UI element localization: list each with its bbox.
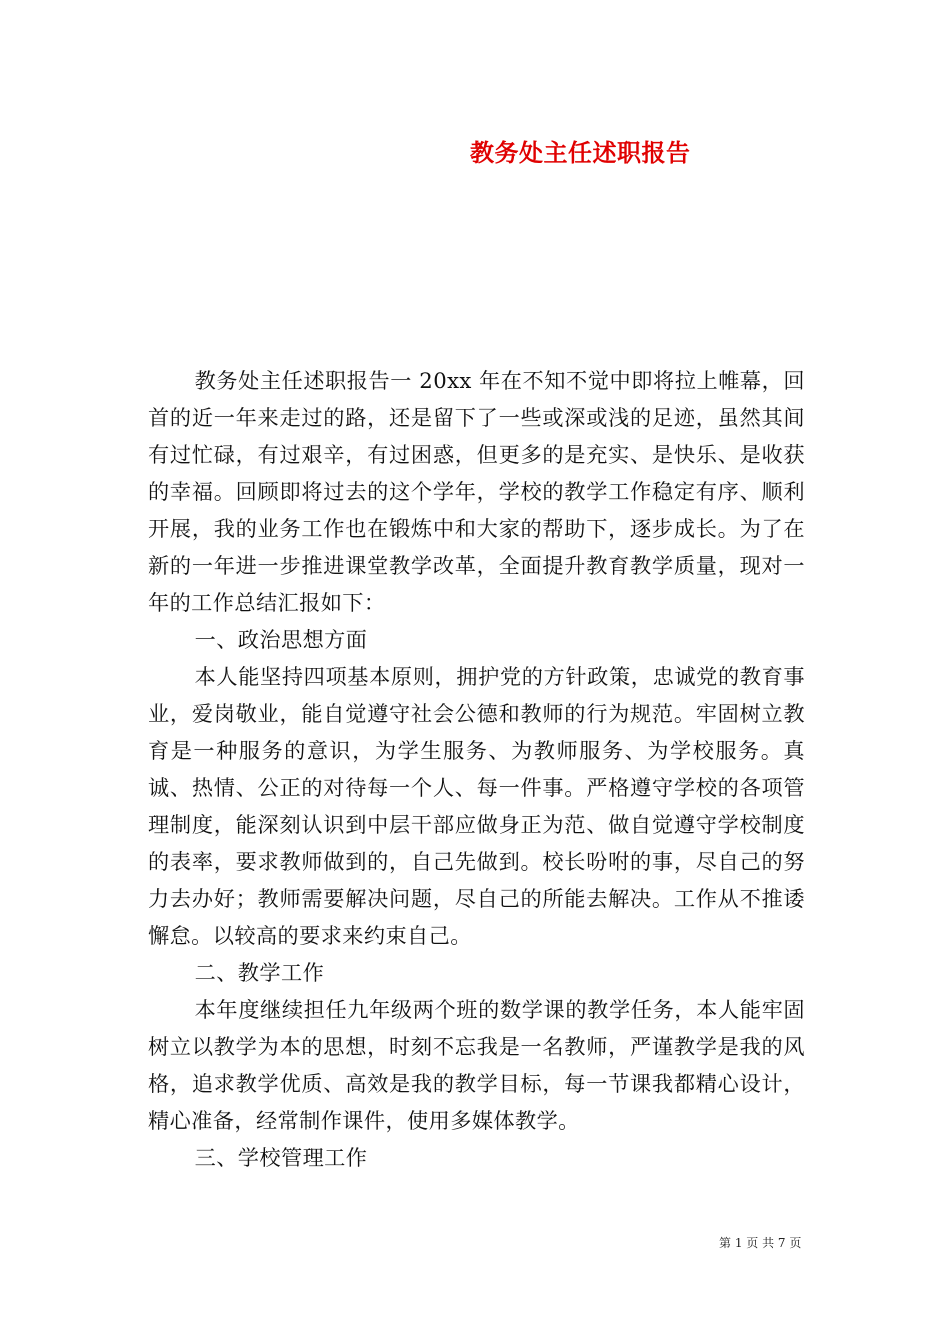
section-heading-teaching: 二、教学工作 [194, 960, 325, 985]
teaching-paragraph: 本年度继续担任九年级两个班的数学课的教学任务，本人能牢固树立以教学为本的思想，时刻不忘我是一名教师，严谨教学是我的风格，追求教学优质、高效是我的教学目标，每一节课我都精心设计，精心准备，经常制作课件，使用多媒体教学。 [148, 997, 805, 1133]
document-body [148, 362, 805, 1176]
section-heading-politics: 一、政治思想方面 [194, 627, 368, 652]
section-heading-management: 三、学校管理工作 [194, 1145, 368, 1170]
page-number-footer: 第 1 页 共 7 页 [719, 1236, 802, 1250]
intro-paragraph: 教务处主任述职报告一 20xx 年在不知不觉中即将拉上帷幕，回首的近一年来走过的路，还是留下了一些或深或浅的足迹，虽然其间有过忙碌，有过艰辛，有过困惑，但更多的是充实、是快乐、是收获的幸福。回顾即将过去的这个学年，学校的教学工作稳定有序、顺利开展，我的业务工作也在锻炼中和大家的帮助下，逐步成长。为了在新的一年进一步推进课堂教学改革，全面提升教育教学质量，现对一年的工作总结汇报如下： [148, 368, 805, 615]
politics-paragraph: 本人能坚持四项基本原则，拥护党的方针政策，忠诚党的教育事业，爱岗敬业，能自觉遵守社会公德和教师的行为规范。牢固树立教育是一种服务的意识，为学生服务、为教师服务、为学校服务。真诚、热情、公正的对待每一个人、每一件事。严格遵守学校的各项管理制度，能深刻认识到中层干部应做身正为范、做自觉遵守学校制度的表率，要求教师做到的，自己先做到。校长吩咐的事，尽自己的努力去办好；教师需要解决问题，尽自己的所能去解决。工作从不推诿懈怠。以较高的要求来约束自己。 [148, 664, 805, 948]
document-title: 教务处主任述职报告 [470, 138, 691, 167]
